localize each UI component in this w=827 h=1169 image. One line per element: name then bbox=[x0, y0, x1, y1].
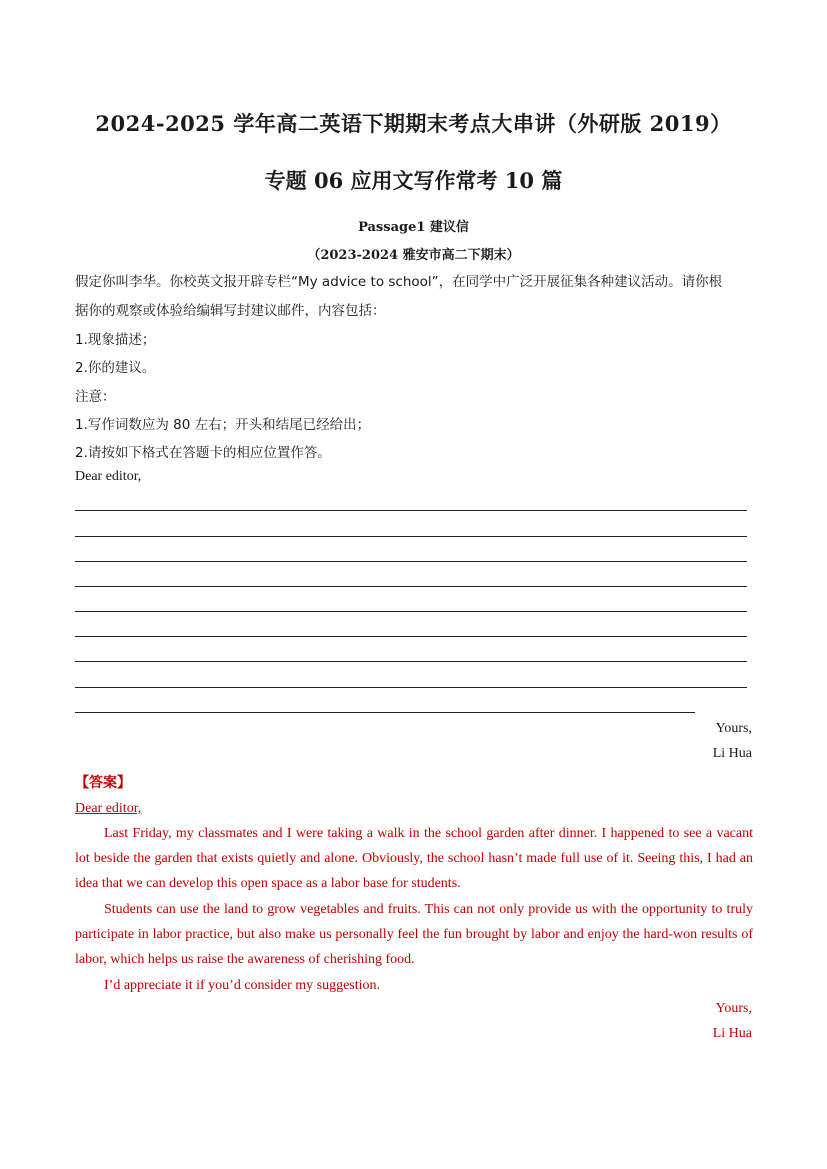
writing-line bbox=[75, 611, 747, 612]
source-note: （2023-2024 雅安市高二下期末） bbox=[307, 248, 520, 263]
answer-greeting: Dear editor, bbox=[75, 801, 142, 816]
prompt-closing: Yours, bbox=[715, 721, 752, 736]
passage-heading: Passage1 建议信 bbox=[358, 220, 469, 235]
note-item-1: 1.写作词数应为 80 左右；开头和结尾已经给出； bbox=[75, 417, 371, 433]
answer-paragraph-2: Students can use the land to grow vegetables and fruits. This can not only provide us with the opportunity to truly participate in labor practice, but also make us personally feel the fun brought by labor and enjoy the hard-won results of labor, which helps us raise the awareness of cherishing food. bbox=[75, 902, 753, 968]
prompt-line-1: 假定你叫李华。你校英文报开辟专栏“My advice to school”，在同学中广泛开展征集各种建议活动。请你根 bbox=[75, 274, 723, 290]
writing-line bbox=[75, 636, 747, 637]
note-item-2: 2.请按如下格式在答题卡的相应位置作答。 bbox=[75, 445, 331, 461]
answer-paragraph-1: Last Friday, my classmates and I were taking a walk in the school garden after dinner. I happened to see a vacant lot beside the garden that exists quietly and alone. Obviously, the school hasn’t made full use of it. Seeing this, I had an idea that we can develop this open space as a labor base for students. bbox=[75, 826, 753, 892]
answer-label: 【答案】 bbox=[75, 775, 131, 791]
content-item-2: 2.你的建议。 bbox=[75, 360, 156, 376]
writing-line bbox=[75, 661, 747, 662]
document-title: 2024-2025 学年高二英语下期期末考点大串讲（外研版 2019） bbox=[95, 111, 732, 136]
answer-signature: Li Hua bbox=[712, 1026, 752, 1041]
prompt-signature: Li Hua bbox=[712, 746, 752, 761]
writing-line bbox=[75, 687, 747, 688]
writing-line bbox=[75, 561, 747, 562]
topic-title: 专题 06 应用文写作常考 10 篇 bbox=[264, 168, 563, 193]
answer-closing: Yours, bbox=[715, 1001, 752, 1016]
answer-paragraph-3: I’d appreciate it if you’d consider my suggestion. bbox=[104, 978, 381, 993]
writing-line bbox=[75, 510, 747, 511]
prompt-line-2: 据你的观察或体验给编辑写封建议邮件，内容包括： bbox=[75, 303, 386, 319]
prompt-greeting: Dear editor, bbox=[75, 469, 142, 484]
note-label: 注意： bbox=[75, 389, 116, 405]
content-item-1: 1.现象描述； bbox=[75, 332, 156, 348]
writing-line bbox=[75, 586, 747, 587]
writing-line bbox=[75, 712, 695, 713]
writing-line bbox=[75, 536, 747, 537]
